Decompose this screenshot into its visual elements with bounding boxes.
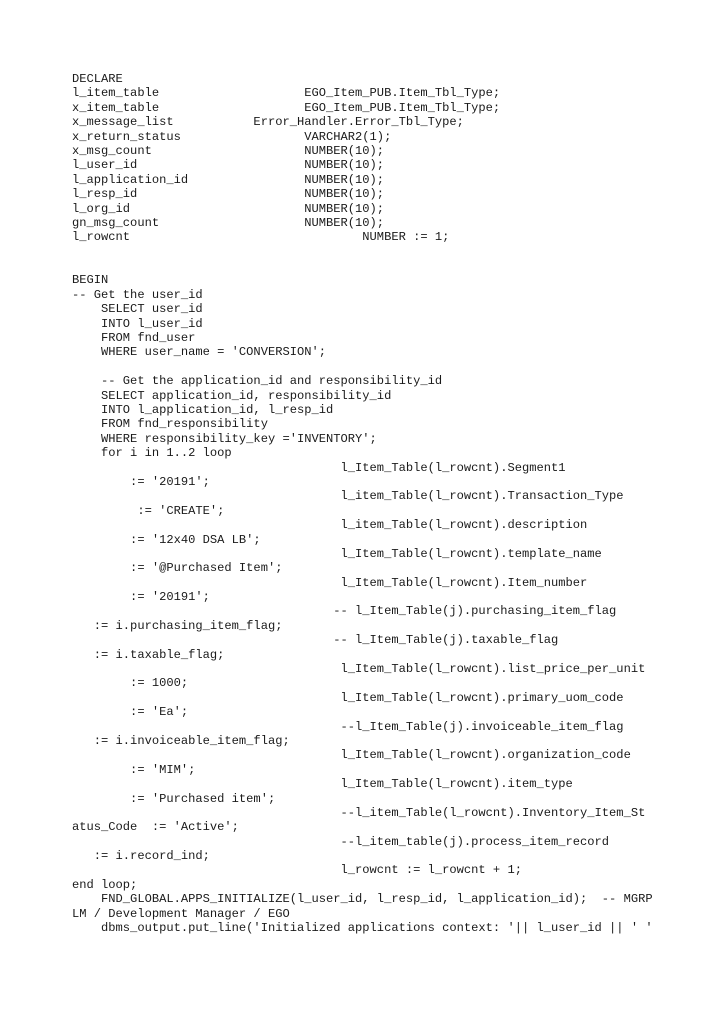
code-line: l_item_Table(l_rowcnt).Transaction_Type xyxy=(72,489,624,504)
code-line: l_item_Table(l_rowcnt).description xyxy=(72,518,588,533)
code-line: l_item_table EGO_Item_PUB.Item_Tbl_Type; xyxy=(72,86,501,101)
code-line: x_item_table EGO_Item_PUB.Item_Tbl_Type; xyxy=(72,100,501,115)
code-line: for i in 1..2 loop xyxy=(72,446,232,461)
code-line: x_msg_count NUMBER(10); xyxy=(72,143,385,158)
code-line: := i.invoiceable_item_flag; xyxy=(72,733,290,748)
code-line: LM / Development Manager / EGO xyxy=(72,906,290,921)
code-line: := 'CREATE'; xyxy=(72,503,225,518)
code-line: l_Item_Table(l_rowcnt).list_price_per_unit xyxy=(72,662,646,677)
code-line xyxy=(72,245,652,259)
code-line: l_Item_Table(l_rowcnt).primary_uom_code xyxy=(72,690,624,705)
code-line: WHERE responsibility_key ='INVENTORY'; xyxy=(72,431,377,446)
code-line: := i.purchasing_item_flag; xyxy=(72,618,283,633)
code-line: l_Item_Table(l_rowcnt).item_type xyxy=(72,777,573,792)
code-line: end loop; xyxy=(72,877,138,892)
code-line: x_message_list Error_Handler.Error_Tbl_Type; xyxy=(72,115,464,130)
code-line: gn_msg_count NUMBER(10); xyxy=(72,215,385,230)
code-line: x_return_status VARCHAR2(1); xyxy=(72,129,392,144)
code-line: := 'Purchased item'; xyxy=(72,791,276,806)
code-line: -- Get the application_id and responsibility_id xyxy=(72,374,443,389)
code-line: -- l_Item_Table(j).purchasing_item_flag xyxy=(72,604,617,619)
code-line: FROM fnd_responsibility xyxy=(72,417,268,432)
code-line: SELECT user_id xyxy=(72,302,203,317)
code-line: --l_Item_Table(j).invoiceable_item_flag xyxy=(72,719,624,734)
code-line: BEGIN xyxy=(72,273,109,288)
code-line: l_user_id NUMBER(10); xyxy=(72,158,385,173)
code-line: := 'Ea'; xyxy=(72,705,189,720)
code-line: := '12x40 DSA LB'; xyxy=(72,532,261,547)
code-line: l_resp_id NUMBER(10); xyxy=(72,187,385,202)
code-line: -- l_Item_Table(j).taxable_flag xyxy=(72,633,559,648)
code-line: l_application_id NUMBER(10); xyxy=(72,172,385,187)
code-line: l_Item_Table(l_rowcnt).Segment1 xyxy=(72,460,566,475)
code-line: --l_item_table(j).process_item_record xyxy=(72,834,610,849)
code-line: l_Item_Table(l_rowcnt).organization_code xyxy=(72,748,631,763)
code-line: := '@Purchased Item'; xyxy=(72,561,283,576)
code-line: l_Item_Table(l_rowcnt).template_name xyxy=(72,546,602,561)
code-line: := 'MIM'; xyxy=(72,762,196,777)
code-line: FROM fnd_user xyxy=(72,331,196,346)
code-line: := '20191'; xyxy=(72,474,210,489)
code-line: SELECT application_id, responsibility_id xyxy=(72,388,392,403)
code-line: := i.taxable_flag; xyxy=(72,647,225,662)
code-block xyxy=(72,72,652,935)
code-line: --l_item_Table(l_rowcnt).Inventory_Item_St xyxy=(72,805,646,820)
code-line: := 1000; xyxy=(72,676,189,691)
code-line: -- Get the user_id xyxy=(72,287,203,302)
code-line xyxy=(72,259,652,273)
code-line: INTO l_user_id xyxy=(72,316,203,331)
code-line: WHERE user_name = 'CONVERSION'; xyxy=(72,345,327,360)
code-line: := '20191'; xyxy=(72,590,210,605)
code-line: l_Item_Table(l_rowcnt).Item_number xyxy=(72,575,588,590)
code-line: l_org_id NUMBER(10); xyxy=(72,201,385,216)
code-line: atus_Code := 'Active'; xyxy=(72,820,239,835)
code-line: INTO l_application_id, l_resp_id xyxy=(72,402,334,417)
code-line: dbms_output.put_line('Initialized applications context: '|| l_user_id || ' ' xyxy=(72,921,653,936)
code-line: := i.record_ind; xyxy=(72,849,210,864)
code-line: l_rowcnt NUMBER := 1; xyxy=(72,230,450,245)
code-line: FND_GLOBAL.APPS_INITIALIZE(l_user_id, l_resp_id, l_application_id); -- MGRP xyxy=(72,892,653,907)
code-line xyxy=(72,360,652,374)
code-line: DECLARE xyxy=(72,72,123,86)
code-line: l_rowcnt := l_rowcnt + 1; xyxy=(72,863,522,878)
